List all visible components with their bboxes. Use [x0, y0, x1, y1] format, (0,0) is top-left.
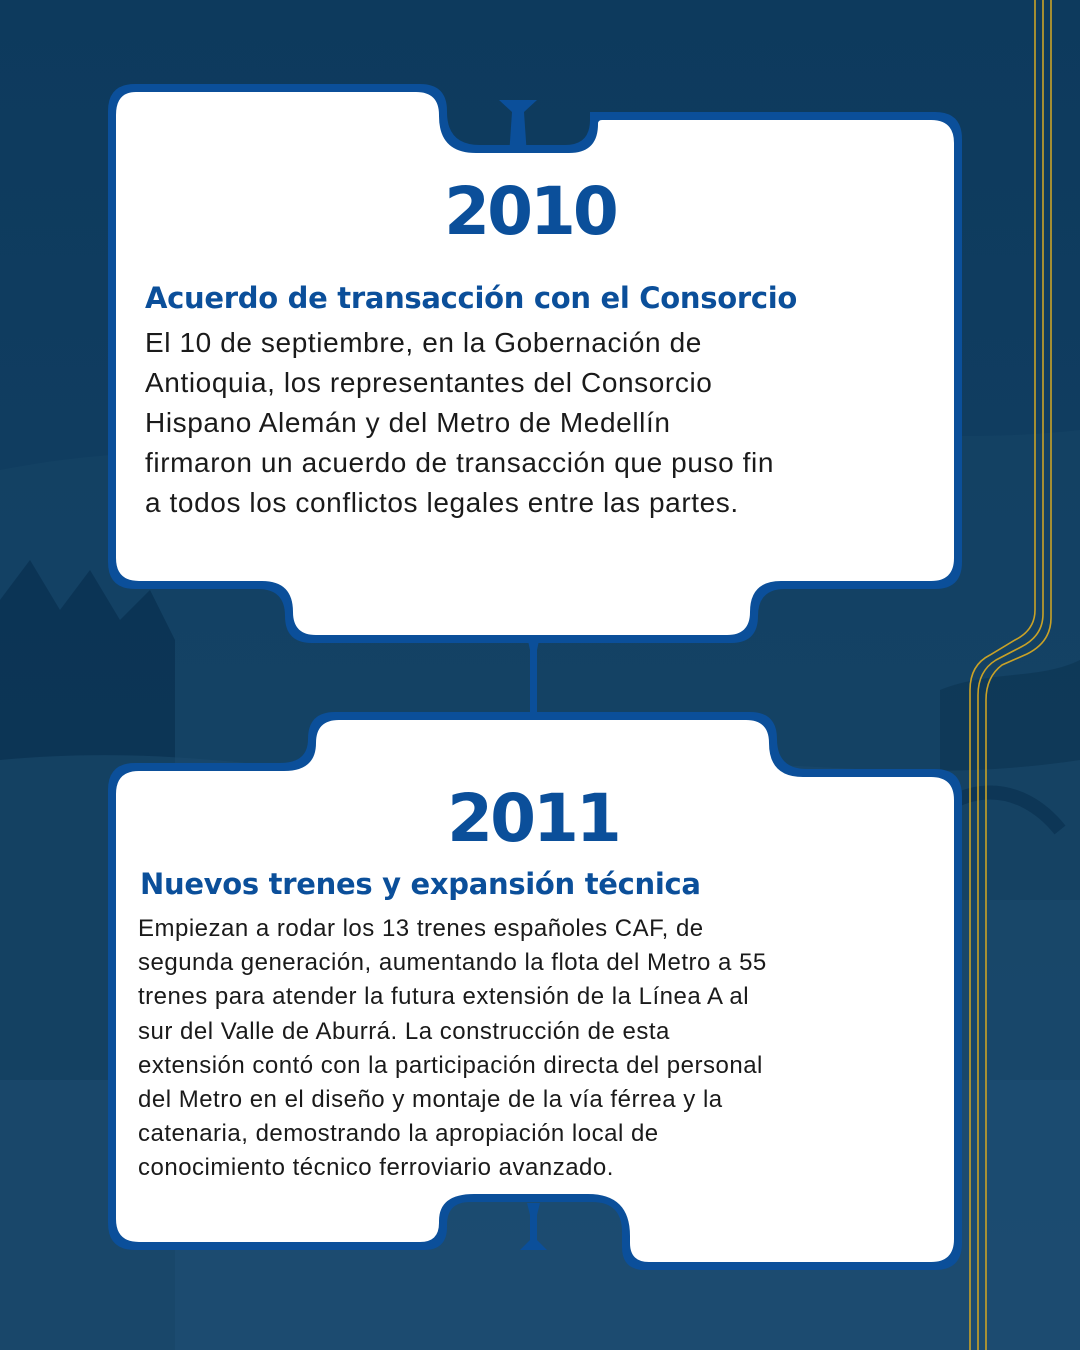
description-line: trenes para atender la futura extensión de la Línea A al [138, 983, 750, 1011]
description-line: extensión contó con la participación directa del personal [138, 1051, 763, 1079]
description-line: catenaria, demostrando la apropiación local de [138, 1120, 659, 1148]
description-line: sur del Valle de Aburrá. La construcción de esta [138, 1017, 670, 1045]
entry-description-2010 [145, 323, 945, 523]
entry-description-2011 [138, 912, 938, 1186]
description-line: Hispano Alemán y del Metro de Medellín [145, 407, 671, 438]
description-line: del Metro en el diseño y montaje de la vía férrea y la [138, 1086, 723, 1114]
description-line: Empiezan a rodar los 13 trenes españoles CAF, de [138, 915, 704, 942]
year-2011: 2011 [447, 780, 619, 857]
description-line: Antioquia, los representantes del Consorcio [145, 367, 713, 398]
entry-title-2011: Nuevos trenes y expansión técnica [140, 867, 701, 901]
description-line: segunda generación, aumentando la flota del Metro a 55 [138, 949, 767, 977]
entry-title-2010: Acuerdo de transacción con el Consorcio [145, 281, 798, 315]
description-line: El 10 de septiembre, en la Gobernación de [145, 327, 702, 358]
description-line: conocimiento técnico ferroviario avanzado. [138, 1154, 614, 1182]
year-2010: 2010 [444, 173, 616, 250]
description-line: a todos los conflictos legales entre las partes. [145, 487, 739, 518]
description-line: firmaron un acuerdo de transacción que puso fin [145, 447, 775, 478]
